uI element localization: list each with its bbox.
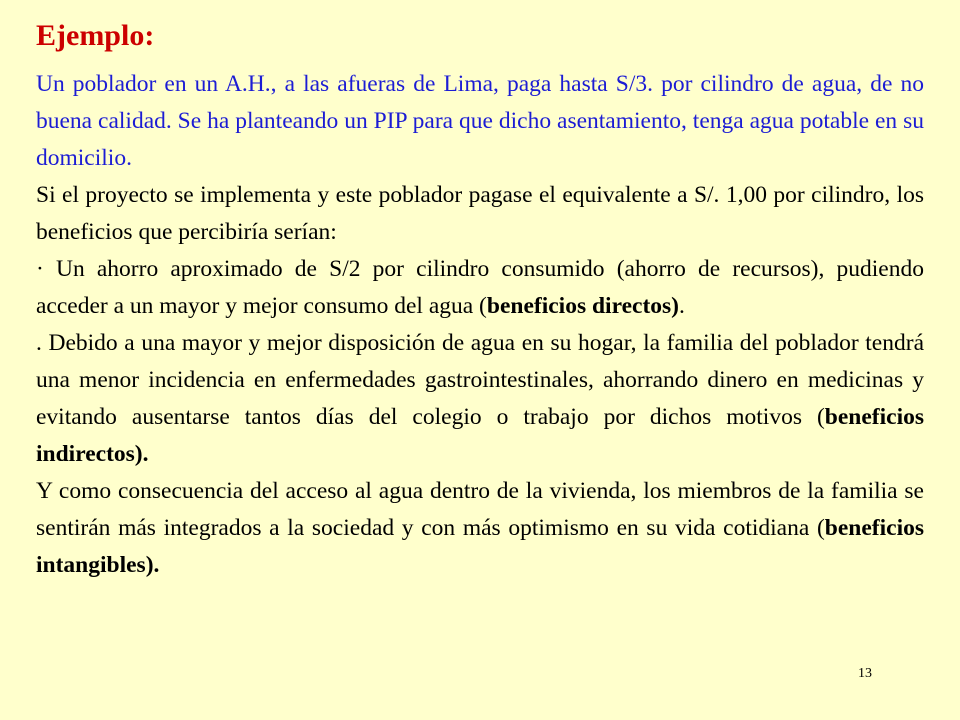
- paragraph-intangible-benefits-text: Y como consecuencia del acceso al agua dentro de la vivienda, los miembros de la familia se sentirán más integrados a la sociedad y con más optimismo en su vida cotidiana (: [36, 478, 924, 541]
- paragraph-intro-text: Un poblador en un A.H., a las afueras de Lima, paga hasta S/3. por cilindro de agua, de no buena calidad. Se ha planteando un PIP para que dicho asentamiento, tenga agua potable en su domicilio.: [36, 71, 924, 171]
- paragraph-scenario: [36, 177, 924, 251]
- slide-title: Ejemplo:: [36, 19, 155, 52]
- direct-benefits-after: .: [679, 293, 685, 319]
- paragraph-scenario-text: Si el proyecto se implementa y este poblador pagase el equivalente a S/. 1,00 por cilindro, los beneficios que percibiría serían:: [36, 182, 924, 245]
- page-number: 13: [858, 666, 872, 681]
- indirect-benefits-label: beneficios indirectos).: [36, 404, 924, 467]
- paragraph-indirect-benefits-text: . Debido a una mayor y mejor disposición de agua en su hogar, la familia del poblador tendrá una menor incidencia en enfermedades gastrointestinales, ahorrando dinero en medicinas y evitando ausentarse tantos días del colegio o trabajo por dichos motivos (: [36, 330, 924, 430]
- paragraph-direct-benefits-text: · Un ahorro aproximado de S/2 por cilindro consumido (ahorro de recursos), pudiendo acceder a un mayor y mejor consumo del agua (: [36, 256, 924, 319]
- direct-benefits-label: beneficios directos): [486, 293, 679, 319]
- slide-body: [36, 66, 924, 584]
- paragraph-direct-benefits: [36, 251, 924, 325]
- paragraph-intangible-benefits: [36, 473, 924, 584]
- intangible-benefits-label: beneficios intangibles).: [36, 515, 924, 578]
- paragraph-intro: [36, 66, 924, 177]
- paragraph-indirect-benefits: [36, 325, 924, 473]
